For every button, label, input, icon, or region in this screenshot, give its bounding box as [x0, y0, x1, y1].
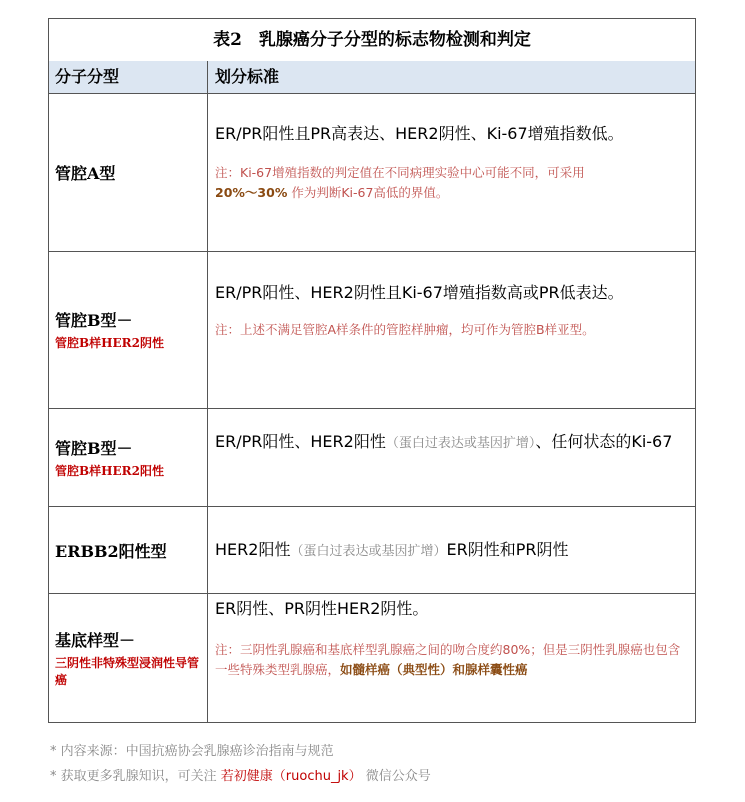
subtype-name: ERBB2阳性型: [55, 541, 167, 561]
criteria-cell: [209, 94, 695, 251]
subtype-cell: [49, 594, 208, 722]
subtype-name: 管腔B型－: [55, 311, 133, 330]
note-highlight: 如髓样癌（典型性）和腺样囊性癌: [340, 662, 528, 677]
table-row: [49, 252, 695, 409]
subtype-name: 管腔A型: [55, 164, 116, 183]
criteria-text: ER阴性、PR阴性HER2阴性。: [215, 599, 429, 618]
subtype-name: 管腔B型－: [55, 438, 133, 458]
criteria-main: ER阴性和PR阴性: [446, 540, 569, 559]
note-text: 注：Ki-67增殖指数的判定值在不同病理实验中心可能不同，可采用: [215, 165, 585, 180]
table-title: 表2 乳腺癌分子分型的标志物检测和判定: [49, 19, 695, 62]
criteria-text: [215, 537, 689, 565]
subtype-subname: 三阴性非特殊型浸润性导管癌: [55, 655, 200, 687]
note-text: 作为判断Ki-67高低的界值。: [291, 185, 449, 200]
subtype-cell: [49, 252, 208, 408]
subtype-cell: [49, 94, 208, 251]
subtype-name: 基底样型－: [55, 630, 136, 650]
criteria-note: [215, 163, 689, 203]
criteria-cell: [209, 252, 695, 408]
table-row: [49, 594, 695, 722]
footer-text: * 获取更多乳腺知识，可关注: [50, 769, 217, 784]
header-criteria: 划分标准: [215, 67, 280, 86]
criteria-gray: （蛋白过表达或基因扩增）: [290, 544, 447, 559]
criteria-main: ER/PR阳性、HER2阳性: [215, 432, 386, 451]
criteria-note: [215, 640, 689, 680]
table-row: [49, 507, 695, 594]
footer-text: 微信公众号: [365, 769, 431, 784]
subtype-cell: [49, 409, 208, 506]
subtype-cell: [49, 507, 208, 593]
classification-table: [48, 18, 696, 723]
footer-follow: [50, 765, 431, 784]
criteria-main: 、任何状态的Ki-67: [535, 432, 673, 451]
criteria-gray: （蛋白过表达或基因扩增）: [385, 436, 536, 451]
account-name: 若初健康（ruochu_jk）: [220, 769, 362, 784]
subtype-subname: 管腔B样HER2阴性: [55, 336, 164, 350]
criteria-main: HER2阳性: [215, 540, 291, 559]
header-subtype: 分子分型: [49, 61, 208, 93]
criteria-cell: [209, 507, 695, 593]
criteria-text: ER/PR阳性、HER2阴性且Ki-67增殖指数高或PR低表达。: [215, 283, 624, 302]
criteria-cell: [209, 409, 695, 506]
table-header: [49, 61, 695, 94]
footer-source: * 内容来源：中国抗癌协会乳腺癌诊治指南与规范: [50, 744, 334, 759]
note-text: 注：三阴性乳腺癌和基底样型乳腺癌之间的吻合度约80%；但是三阴性乳腺癌也包含一些特殊类型乳腺癌，: [215, 642, 681, 677]
note-highlight: 20%～30%: [215, 185, 288, 200]
criteria-note: 注：上述不满足管腔A样条件的管腔样肿瘤，均可作为管腔B样亚型。: [215, 322, 595, 337]
criteria-text: [215, 429, 689, 457]
subtype-subname: 管腔B样HER2阳性: [55, 463, 164, 478]
criteria-cell: [209, 594, 695, 722]
table-row: [49, 409, 695, 507]
criteria-text: ER/PR阳性且PR高表达、HER2阴性、Ki-67增殖指数低。: [215, 124, 624, 143]
table-row: [49, 94, 695, 252]
